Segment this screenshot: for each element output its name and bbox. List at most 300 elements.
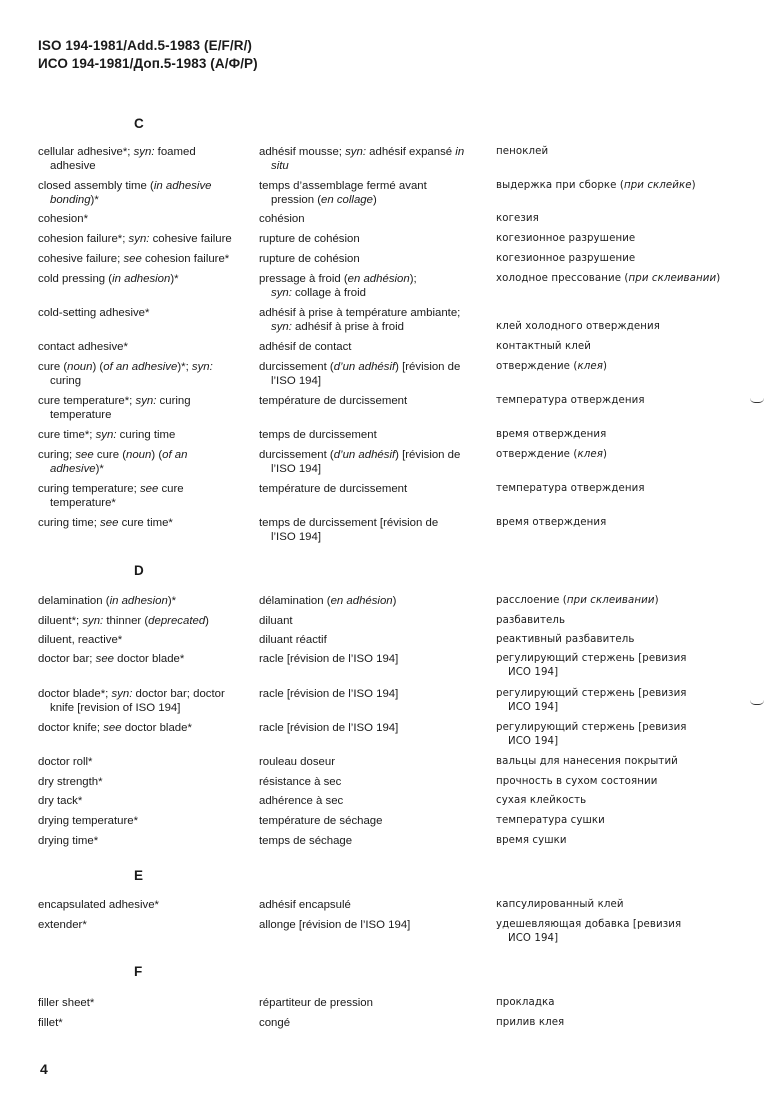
text: fillet* [38,1017,63,1029]
text: cohesion failure* [141,253,230,265]
text: temperature* [50,497,116,510]
french-term [259,145,489,173]
english-term [38,918,252,932]
term-line [259,918,489,932]
french-term [259,898,489,912]
english-term [38,145,252,173]
text: разбавитель [496,615,566,626]
text: cohesion failure*; [38,233,129,245]
term-line [496,652,746,666]
text: время сушки [496,835,567,846]
text: )*; [177,361,192,373]
term-line [496,918,746,932]
term-line [496,272,746,286]
russian-term [496,232,746,246]
text: adhésif mousse; [259,146,346,158]
text: adhésif à prise à froid [291,321,404,334]
russian-term [496,814,746,828]
italic-text: in [455,146,465,158]
text: )* [167,595,177,607]
english-term [38,1016,252,1030]
text: l’ISO 194] [271,531,322,544]
term-line [38,516,252,530]
text: удешевляющая добавка [ревизия [496,919,682,930]
italic-text: see [95,653,114,665]
text: холодное прессование ( [496,273,629,284]
russian-term [496,755,746,769]
text: регулирующий стержень [ревизия [496,722,687,733]
text: doctor blade* [121,722,192,734]
italic-text: of an adhesive [103,361,178,373]
text: ИСО 194] [508,702,559,714]
english-term [38,516,252,530]
term-line [259,462,489,476]
term-line [259,794,489,808]
section-letter: F [134,964,143,979]
text: контактный клей [496,341,591,352]
text: cohesive failure; [38,253,124,265]
term-line [38,721,252,735]
text: вальцы для нанесения покрытий [496,756,678,767]
italic-text: in adhesion [109,595,168,607]
term-line [496,252,746,266]
italic-text: syn: [128,233,150,245]
term-line [38,212,252,226]
text: температура отверждения [496,483,645,494]
text: cold pressing ( [38,273,113,285]
french-term [259,633,489,647]
term-line [496,633,746,647]
term-line [259,145,489,159]
term-line [496,932,746,946]
term-line [259,996,489,1010]
text: регулирующий стержень [ревизия [496,653,687,664]
english-term [38,996,252,1010]
term-line [496,701,746,715]
french-term [259,516,489,544]
margin-mark [750,700,764,705]
italic-text: en adhésion [347,273,410,285]
italic-text: syn: [133,146,155,158]
text: l’ISO 194] [271,463,322,476]
french-term [259,775,489,789]
russian-term [496,306,746,334]
term-line [38,1016,252,1030]
italic-text: of an [162,449,188,461]
term-line [259,775,489,789]
italic-text: syn: [271,321,292,334]
text: ) [révision de [395,449,461,461]
term-line [496,212,746,226]
term-line [496,594,746,608]
text: ) ( [92,361,104,373]
text: ) [602,449,608,460]
russian-term [496,1016,746,1030]
english-term [38,614,252,628]
french-term [259,594,489,608]
italic-text: noun [67,361,93,373]
russian-term [496,516,746,530]
italic-text: see [75,449,94,461]
text: temps de durcissement [révision de [259,517,439,529]
russian-term [496,652,746,680]
term-line [496,232,746,246]
text: ) [654,595,659,606]
text: ИСО 194] [508,933,559,945]
text: délamination ( [259,595,331,607]
text: curing [156,395,191,407]
term-line [38,701,252,715]
term-line [259,193,489,207]
russian-term [496,145,746,159]
english-term [38,448,252,476]
term-line [38,794,252,808]
text: température de séchage [259,815,383,827]
text: temps de durcissement [259,429,377,441]
text: выдержка при сборке ( [496,180,624,191]
text: )* [95,463,104,476]
text: adhésif de contact [259,341,352,353]
term-line [38,775,252,789]
russian-term [496,633,746,647]
term-line [38,272,252,286]
text: расслоение ( [496,595,567,606]
term-line [38,755,252,769]
text: cure time*; [38,429,96,441]
text: капсулированный клей [496,899,624,910]
term-line [38,408,252,422]
term-line [38,252,252,266]
text: extender* [38,919,87,931]
text: adhesive [50,160,96,173]
term-line [38,394,252,408]
italic-text: при склеивании [566,595,655,606]
text: diluant réactif [259,634,327,646]
russian-term [496,687,746,715]
term-line [496,775,746,789]
term-line [259,614,489,628]
text: durcissement ( [259,361,334,373]
text: curing temperature; [38,483,140,495]
text: drying time* [38,835,99,847]
text: temps d’assemblage fermé avant [259,180,427,192]
text: allonge [révision de l’ISO 194] [259,919,411,931]
term-line [259,320,489,334]
section-letter: E [134,868,144,883]
term-line [496,306,746,320]
text: ИСО 194] [508,736,559,748]
text: diluent, reactive* [38,634,123,646]
italic-text: при склеивании [628,273,717,284]
french-term [259,360,489,388]
term-line [259,530,489,544]
text: température de durcissement [259,395,408,407]
italic-text: d’un adhésif [333,361,396,373]
italic-text: d’un adhésif [333,449,396,461]
text: ); [409,273,417,285]
french-term [259,794,489,808]
english-term [38,721,252,735]
text: температура сушки [496,815,605,826]
term-line [38,340,252,354]
russian-term [496,721,746,749]
text: diluent*; [38,615,83,627]
french-term [259,340,489,354]
text: adhésif encapsulé [259,899,351,911]
text: cold-setting adhesive* [38,307,150,319]
text: прочность в сухом состоянии [496,776,658,787]
term-line [259,516,489,530]
english-term [38,834,252,848]
document-header-russian: ИСО 194-1981/Доп.5-1983 (А/Ф/Р) [38,56,258,71]
russian-term [496,794,746,808]
text: cohesion* [38,213,89,225]
text: doctor roll* [38,756,93,768]
italic-text: syn: [95,429,117,441]
term-line [259,482,489,496]
term-line [38,448,252,462]
term-line [38,594,252,608]
text: время отверждения [496,429,607,440]
french-term [259,212,489,226]
italic-text: syn: [135,395,157,407]
text: closed assembly time ( [38,180,154,192]
italic-text: en adhésion [330,595,393,607]
text: rupture de cohésion [259,233,360,245]
italic-text: in adhesion [112,273,171,285]
term-line [259,448,489,462]
section-letter: C [134,116,144,131]
term-line [259,272,489,286]
term-line [259,834,489,848]
italic-text: en collage [321,194,373,207]
term-line [259,633,489,647]
text: cure [158,483,184,495]
text: ) [691,180,696,191]
term-line [38,360,252,374]
russian-term [496,594,746,608]
french-term [259,996,489,1010]
text: temps de séchage [259,835,353,847]
text: encapsulated adhesive* [38,899,159,911]
text: отверждение ( [496,361,578,372]
text: filler sheet* [38,997,95,1009]
term-line [259,652,489,666]
term-line [496,516,746,530]
term-line [259,428,489,442]
term-line [259,898,489,912]
italic-text: noun [126,449,152,461]
term-line [38,918,252,932]
text: ИСО 194] [508,667,559,679]
margin-mark [750,398,764,403]
text: drying temperature* [38,815,139,827]
text: прокладка [496,997,555,1008]
term-line [496,614,746,628]
term-line [38,898,252,912]
italic-text: in adhesive [153,180,212,192]
term-line [496,834,746,848]
text: doctor knife; [38,722,104,734]
text: )* [170,273,179,285]
text: collage à froid [291,287,366,300]
russian-term [496,179,746,193]
text: когезионное разрушение [496,253,636,264]
french-term [259,1016,489,1030]
term-line [496,320,746,334]
text: doctor bar; doctor [132,688,225,700]
document-header-english: ISO 194-1981/Add.5-1983 (E/F/R/) [38,38,253,53]
english-term [38,687,252,715]
text: ) [205,615,209,627]
italic-text: syn: [191,361,213,373]
text: doctor blade* [114,653,185,665]
term-line [38,834,252,848]
russian-term [496,898,746,912]
text: cohesive failure [149,233,232,245]
text: реактивный разбавитель [496,634,635,645]
french-term [259,179,489,207]
term-line [496,687,746,701]
italic-text: deprecated [148,615,206,627]
text: rupture de cohésion [259,253,360,265]
english-term [38,272,252,286]
text: когезия [496,213,539,224]
russian-term [496,614,746,628]
text: foamed [154,146,196,158]
term-line [259,394,489,408]
term-line [496,179,746,193]
term-line [496,814,746,828]
text: durcissement ( [259,449,334,461]
term-line [38,428,252,442]
term-line [38,652,252,666]
french-term [259,918,489,932]
french-term [259,614,489,628]
french-term [259,755,489,769]
italic-text: see [103,722,122,734]
term-line [38,633,252,647]
text: thinner ( [103,615,149,627]
term-line [259,159,489,173]
russian-term [496,482,746,496]
italic-text: syn: [111,688,133,700]
term-line [38,814,252,828]
italic-text: клея [577,361,603,372]
text: adhésif à prise à température ambiante; [259,307,461,319]
text: knife [revision of ISO 194] [50,702,181,715]
text: doctor bar; [38,653,96,665]
text: cure ( [38,361,68,373]
text: cure time* [118,517,173,529]
text: racle [révision de l’ISO 194] [259,653,399,665]
text: temperature [50,409,112,422]
term-line [259,340,489,354]
text: température de durcissement [259,483,408,495]
term-line [496,721,746,735]
english-term [38,594,252,608]
term-line [496,428,746,442]
term-line [38,232,252,246]
text: cure ( [93,449,127,461]
term-line [259,814,489,828]
italic-text: syn: [345,146,366,158]
term-line [259,721,489,735]
italic-text: bonding [50,194,91,207]
text: racle [révision de l’ISO 194] [259,688,399,700]
text: dry tack* [38,795,83,807]
page-number: 4 [40,1061,48,1077]
french-term [259,814,489,828]
english-term [38,179,252,207]
term-line [259,286,489,300]
term-line [496,794,746,808]
italic-text: клея [577,449,603,460]
text: curing; [38,449,76,461]
term-line [496,360,746,374]
text: отверждение ( [496,449,578,460]
russian-term [496,448,746,462]
term-line [259,360,489,374]
text: dry strength* [38,776,103,788]
italic-text: syn: [82,615,104,627]
english-term [38,428,252,442]
term-line [496,666,746,680]
russian-term [496,834,746,848]
text: cellular adhesive*; [38,146,134,158]
term-line [496,1016,746,1030]
term-line [38,159,252,173]
english-term [38,633,252,647]
term-line [259,594,489,608]
term-line [496,755,746,769]
text: ) [révision de [395,361,461,373]
russian-term [496,918,746,946]
english-term [38,232,252,246]
term-line [259,252,489,266]
russian-term [496,428,746,442]
italic-text: при склейке [623,180,692,191]
italic-text: situ [271,160,289,173]
term-line [259,179,489,193]
term-line [38,306,252,320]
text: adhésif expansé [366,146,456,158]
english-term [38,394,252,422]
text: ) [602,361,608,372]
french-term [259,272,489,300]
text: diluant [259,615,293,627]
text: congé [259,1017,291,1029]
russian-term [496,996,746,1010]
russian-term [496,360,746,374]
text: когезионное разрушение [496,233,636,244]
russian-term [496,272,746,286]
english-term [38,755,252,769]
text: rouleau doseur [259,756,335,768]
text: прилив клея [496,1017,565,1028]
text: регулирующий стержень [ревизия [496,688,687,699]
text: ) [372,194,377,207]
french-term [259,306,489,334]
term-line [38,193,252,207]
english-term [38,360,252,388]
term-line [496,735,746,749]
text: ) [392,595,397,607]
russian-term [496,212,746,226]
french-term [259,721,489,735]
term-line [259,232,489,246]
text: résistance à sec [259,776,342,788]
